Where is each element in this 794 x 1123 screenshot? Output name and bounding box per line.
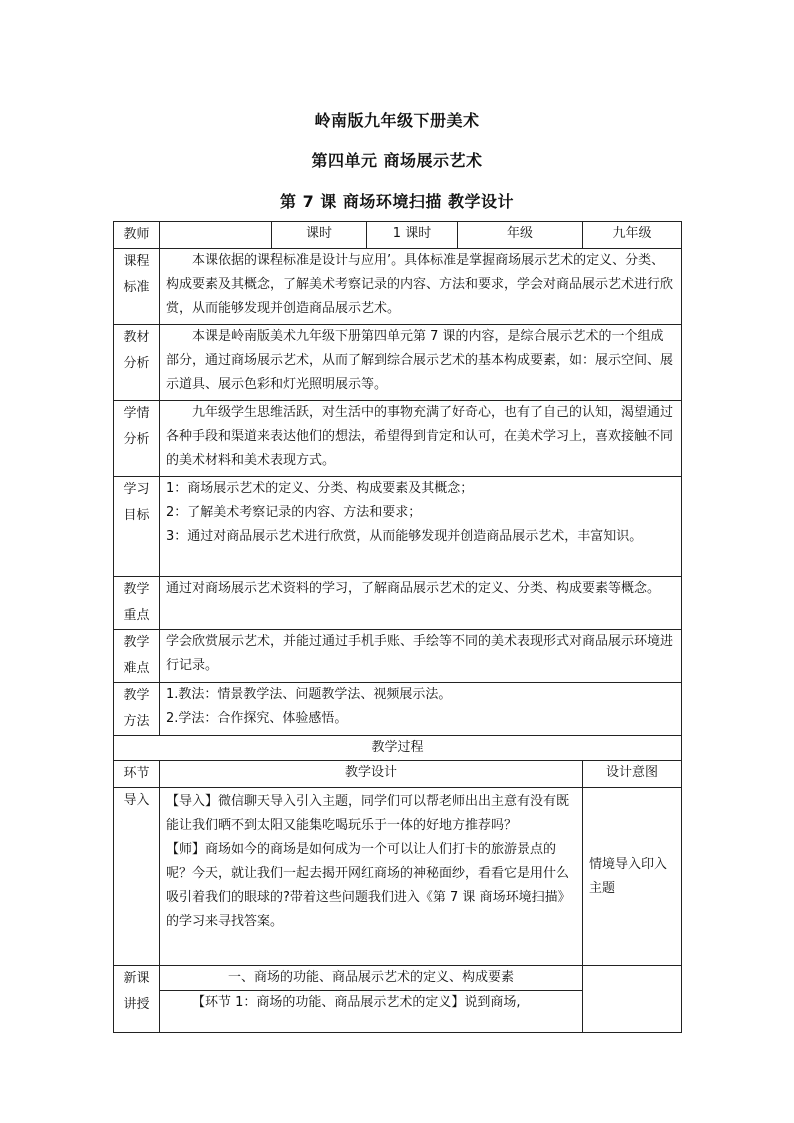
difficulties-label: 教学 难点 [114,630,160,683]
methods-row [114,683,682,736]
goal-item: 3：通过对商品展示艺术进行欣赏，从而能够发现并创造商品展示艺术，丰富知识。 [166,529,643,544]
col-intent-header: 设计意图 [583,761,682,788]
intro-paragraph: 【导入】微信聊天导入引入主题，同学们可以帮老师出出主意有没有既能让我们晒不到太阳又能集吃喝玩乐于一体的好地方推荐吗？ [166,794,570,833]
new-lesson-title-row [114,966,682,991]
difficulties-text: 学会欣赏展示艺术，并能过通过手机手账、手绘等不同的美术表现形式对商品展示环境进行记录。 [160,630,682,683]
method-item: 2.学法：合作探究、体验感悟。 [166,711,348,726]
document-title: 岭南版九年级下册美术 [314,111,480,130]
goal-item: 1：商场展示艺术的定义、分类、构成要素及其概念； [166,481,474,496]
students-label: 学情 分析 [114,401,160,477]
unit-title: 第四单元 商场展示艺术 [311,151,483,170]
students-row [114,401,682,477]
process-heading: 教学过程 [114,736,682,761]
grade-label: 年级 [458,222,583,249]
goal-item: 2：了解美术考察记录的内容、方法和要求； [166,505,422,520]
key-points-text: 通过对商场展示艺术资料的学习，了解商品展示艺术的定义、分类、构成要素等概念。 [160,577,682,630]
methods-label: 教学 方法 [114,683,160,736]
students-text: 九年级学生思维活跃，对生活中的事物充满了好奇心，也有了自己的认知，渴望通过各种手段和渠道来表达他们的想法，希望得到肯定和认可，在美术学习上，喜欢接触不同的美术材料和美术表现方式。 [160,401,682,477]
header-row [114,222,682,249]
goals-list [160,477,682,577]
lesson-title: 第 7 课 商场环境扫描 教学设计 [280,192,514,211]
process-heading-row [114,736,682,761]
standard-text: 本课依据的课程标准是设计与应用’。具体标准是掌握商场展示艺术的定义、分类、构成要素及其概念，了解美术考察记录的内容、方法和要求，学会对商品展示艺术进行欣赏，从而能够发现并创造商品展示艺术。 [160,249,682,325]
col-design-header: 教学设计 [160,761,583,788]
intro-paragraph: 【师】商场如今的商场是如何成为一个可以让人们打卡的旅游景点的呢？今天，就让我们一起去揭开网红商场的神秘面纱，看看它是用什么吸引着我们的眼球的?带着这些问题我们进入《第 7 课 商场环境扫描》的学习来寻找答案。 [166,842,571,929]
goals-row [114,477,682,577]
hours-label: 课时 [272,222,367,249]
new-lesson-text: 【环节 1：商场的功能、商品展示艺术的定义】说到商场, [160,991,583,1033]
teacher-label: 教师 [114,222,160,249]
goals-label: 学习 目标 [114,477,160,577]
lesson-plan-table [113,221,682,1033]
intro-intent: 情境导入印入主题 [583,788,682,966]
method-item: 1.教法：情景教学法、问题教学法、视频展示法。 [166,687,452,702]
new-lesson-section-title: 一、商场的功能、商品展示艺术的定义、构成要素 [160,966,583,991]
process-columns-row [114,761,682,788]
intro-stage: 导入 [114,788,160,966]
difficulties-row [114,630,682,683]
new-lesson-intent [583,966,682,1033]
new-lesson-stage: 新课 讲授 [114,966,160,1033]
intro-design [160,788,583,966]
standard-label: 课程 标准 [114,249,160,325]
methods-list [160,683,682,736]
key-points-label: 教学 重点 [114,577,160,630]
material-row [114,325,682,401]
col-stage-header: 环节 [114,761,160,788]
standard-row [114,249,682,325]
grade-value: 九年级 [583,222,682,249]
hours-value: 1 课时 [367,222,458,249]
intro-row [114,788,682,966]
teacher-value [160,222,272,249]
key-points-row [114,577,682,630]
material-text: 本课是岭南版美术九年级下册第四单元第 7 课的内容，是综合展示艺术的一个组成部分，通过商场展示艺术，从而了解到综合展示艺术的基本构成要素，如：展示空间、展示道具、展示色彩和灯光照明展示等。 [160,325,682,401]
material-label: 教材 分析 [114,325,160,401]
